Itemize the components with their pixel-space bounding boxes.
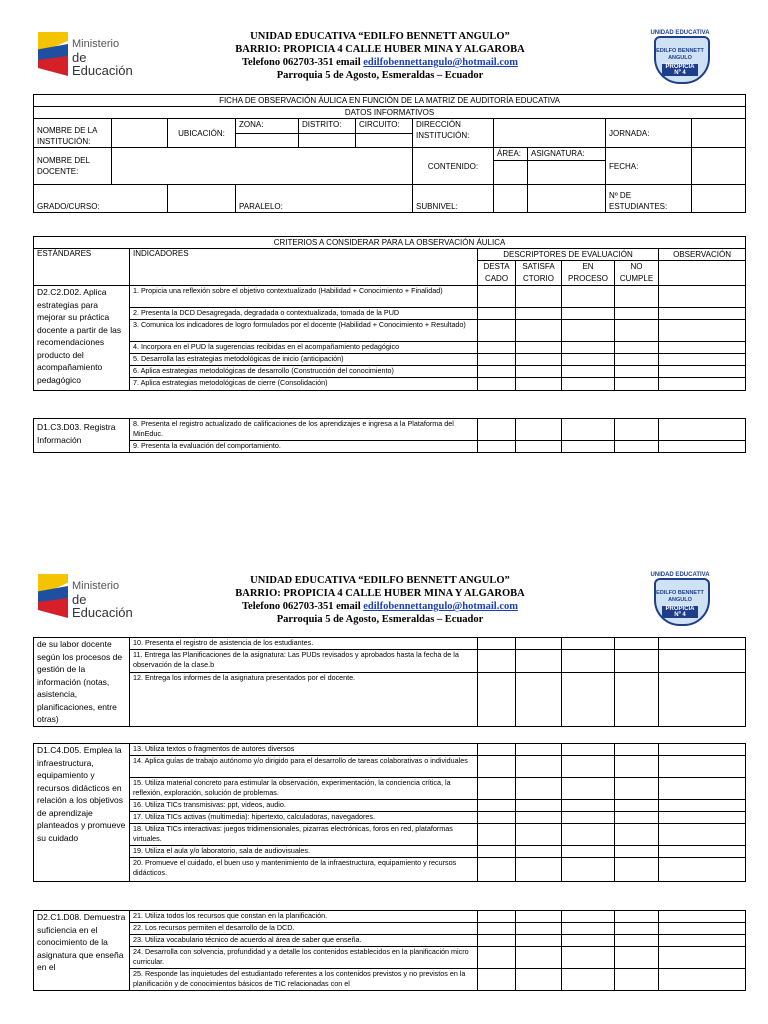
school-header [150, 574, 610, 626]
ministry-line1: Ministerio [72, 38, 120, 50]
table-row [34, 858, 746, 882]
zone-label: ZONA: [236, 119, 299, 134]
flag-icon [38, 574, 68, 618]
date-label: FECHA: [606, 148, 692, 185]
area-label: ÁREA: [494, 148, 528, 161]
subject-field[interactable] [528, 161, 606, 185]
descriptor-en-proceso-b: PROCESO [567, 274, 608, 283]
observation-header: OBSERVACIÓN [659, 249, 746, 261]
indicator-11: 11. Entrega las Planificaciones de la asignatura: Las PUDs revisados y aprobados hasta la fecha de la observación de la clase.b [130, 650, 478, 673]
indicator-25: 25. Responde las inquietudes del estudiantado referentes a los contenidos previstos y no previstos en la planificación y de conocimientos básicos de TIC relacionadas con el [130, 969, 478, 991]
schedule-field[interactable] [692, 119, 746, 148]
grade-field[interactable] [168, 185, 236, 213]
school-email-link[interactable]: edilfobennettangulo@hotmail.com [363, 601, 518, 612]
students-label: Nº DE ESTUDIANTES: [606, 185, 692, 213]
school-seal: UNIDAD EDUCATIVA EDILFO BENNETT ANGULO PROPICIA Nº 4 [646, 30, 714, 82]
descriptor-satisfactorio-a: SATISFA [522, 262, 555, 271]
direction-label: DIRECCIÓN INSTITUCIÓN: [413, 119, 494, 148]
school-address: BARRIO: PROPICIA 4 CALLE HUBER MINA Y ALGAROBA [235, 44, 525, 55]
standard-d1c4d05: D1.C4.D05. Emplea la infraestructura, equipamiento y recursos didácticos en relación a los objetivos de aprendizaje planteados y promueve su cuidado [34, 744, 130, 882]
standard-d1c3d03: D1.C3.D03. Registra Información [34, 419, 130, 453]
indicator-3: 3. Comunica los indicadores de logro formulados por el docente (Habilidad + Conocimiento + Resultado) [130, 320, 478, 342]
indicator-22: 22. Los recursos permiten el desarrollo de la DCD. [130, 923, 478, 935]
table-row [34, 672, 746, 726]
school-address: BARRIO: PROPICIA 4 CALLE HUBER MINA Y ALGAROBA [235, 588, 525, 599]
school-seal: UNIDAD EDUCATIVA EDILFO BENNETT ANGULO PROPICIA Nº 4 [646, 572, 714, 624]
indicator-7: 7. Aplica estrategias metodológicas de cierre (Consolidación) [130, 378, 478, 391]
criteria-table-block2 [33, 418, 746, 453]
criteria-title: CRITERIOS A CONSIDERAR PARA LA OBSERVACIÓN ÁULICA [34, 237, 746, 249]
indicator-9: 9. Presenta la evaluación del comportamiento. [130, 441, 478, 453]
content-label: CONTENIDO: [413, 148, 494, 185]
ministry-line2: de Educación [72, 592, 133, 620]
info-table [33, 94, 746, 213]
descriptor-no-cumple-b: CUMPLE [619, 274, 654, 283]
table-row [34, 366, 746, 378]
descriptor-destacado-a: DESTA [483, 262, 510, 271]
school-parish: Parroquia 5 de Agosto, Esmeraldas – Ecuador [276, 70, 484, 81]
indicator-16: 16. Utiliza TICs transmisivas: ppt, videos, audio. [130, 800, 478, 812]
table-row [34, 354, 746, 366]
indicator-24: 24. Desarrolla con solvencia, profundidad y a detalle los contenidos establecidos en la planificación micro curricular. [130, 947, 478, 969]
school-parish: Parroquia 5 de Agosto, Esmeraldas – Ecuador [276, 614, 484, 625]
descriptor-destacado-b: CADO [484, 274, 509, 283]
location-label: UBICACIÓN: [168, 119, 236, 148]
table-row [34, 846, 746, 858]
district-label: DISTRITO: [299, 119, 356, 134]
school-header [150, 30, 610, 82]
ministry-line2: de Educación [72, 50, 133, 78]
ministry-logo [38, 30, 133, 86]
circuit-label: CIRCUITO: [356, 119, 413, 134]
criteria-table [33, 236, 746, 391]
institution-label: NOMBRE DE LA INSTITUCIÓN: [34, 119, 112, 148]
date-field[interactable] [692, 148, 746, 185]
standard-continued: de su labor docente según los procesos de gestión de la información (notas, asistencia, planificaciones, entre otras) [34, 638, 130, 727]
schedule-label: JORNADA: [606, 119, 692, 148]
descriptor-en-proceso-a: EN [582, 262, 594, 271]
table-row [34, 744, 746, 756]
direction-field[interactable] [494, 119, 606, 148]
district-field[interactable] [299, 134, 356, 148]
school-email-link[interactable]: edilfobennettangulo@hotmail.com [363, 57, 518, 68]
table-row [34, 911, 746, 923]
school-phone: Telefono 062703-351 email [242, 601, 361, 612]
indicator-5: 5. Desarrolla las estrategias metodológicas de inicio (anticipación) [130, 354, 478, 366]
table-row [34, 342, 746, 354]
page-2 [0, 560, 768, 1024]
indicator-1: 1. Propicia una reflexión sobre el objetivo contextualizado (Habilidad + Conocimiento + Finalidad) [130, 286, 478, 308]
standard-d2c2d02: D2.C2.D02. Aplica estrategias para mejorar su práctica docente a partir de las recomendaciones producto del acompañamiento pedagógico [34, 286, 130, 391]
indicators-header: INDICADORES [130, 249, 478, 286]
standards-header: ESTÁNDARES [34, 249, 130, 286]
ministry-line1: Ministerio [72, 580, 120, 592]
sublevel-field[interactable] [494, 185, 528, 213]
criteria-table-block3 [33, 637, 746, 727]
indicator-15: 15. Utiliza material concreto para estimular la observación, experimentación, la conciencia crítica, la reflexión, exploración, solución de problemas. [130, 778, 478, 800]
teacher-field[interactable] [112, 148, 413, 185]
indicator-23: 23. Utiliza vocabulario técnico de acuerdo al área de saber que enseña. [130, 935, 478, 947]
descriptor-no-cumple-a: NO [630, 262, 643, 271]
indicator-19: 19. Utiliza el aula y/o laboratorio, sala de audiovisuales. [130, 846, 478, 858]
table-row [34, 812, 746, 824]
indicator-10: 10. Presenta el registro de asistencia de los estudiantes. [130, 638, 478, 650]
table-row [34, 947, 746, 969]
table-row [34, 286, 746, 308]
indicator-2: 2. Presenta la DCD Desagregada, degradada o contextualizada, tomada de la PUD [130, 308, 478, 320]
indicator-12: 12. Entrega los informes de la asignatura presentados por el docente. [130, 672, 478, 726]
flag-icon [38, 32, 68, 76]
school-name: UNIDAD EDUCATIVA “EDILFO BENNETT ANGULO” [250, 31, 510, 42]
indicator-14: 14. Aplica guías de trabajo autónomo y/o dirigido para el desarrollo de tareas colaborativas o individuales [130, 756, 478, 778]
parallel-label: PARALELO: [236, 185, 413, 213]
sublevel-extra-field[interactable] [528, 185, 606, 213]
observation-subheader [659, 261, 746, 286]
sublevel-label: SUBNIVEL: [413, 185, 494, 213]
form-section: DATOS INFORMATIVOS [34, 107, 746, 119]
descriptor-satisfactorio-b: CTORIO [523, 274, 554, 283]
school-name: UNIDAD EDUCATIVA “EDILFO BENNETT ANGULO” [250, 575, 510, 586]
circuit-field[interactable] [356, 134, 413, 148]
zone-field[interactable] [236, 134, 299, 148]
indicator-17: 17. Utiliza TICs activas (multimedia): hipertexto, calculadoras, navegadores. [130, 812, 478, 824]
table-row [34, 650, 746, 673]
indicator-6: 6. Aplica estrategias metodológicas de desarrollo (Construcción del conocimiento) [130, 366, 478, 378]
table-row [34, 935, 746, 947]
table-row [34, 824, 746, 846]
school-phone: Telefono 062703-351 email [242, 57, 361, 68]
form-title: FICHA DE OBSERVACIÓN ÁULICA EN FUNCIÓN DE LA MATRIZ DE AUDITORÍA EDUCATIVA [34, 95, 746, 107]
table-row [34, 778, 746, 800]
criteria-table-block5 [33, 910, 746, 991]
subject-label: ASIGNATURA: [528, 148, 606, 161]
table-row [34, 923, 746, 935]
ministry-logo [38, 572, 133, 628]
grade-label: GRADO/CURSO: [34, 185, 168, 213]
table-row [34, 800, 746, 812]
table-row [34, 419, 746, 441]
table-row [34, 638, 746, 650]
institution-field[interactable] [112, 119, 168, 148]
indicator-18: 18. Utiliza TICs interactivas: juegos tridimensionales, pizarras electrónicas, foros en red, plataformas virtuales. [130, 824, 478, 846]
indicator-21: 21. Utiliza todos los recursos que constan en la planificación. [130, 911, 478, 923]
students-field[interactable] [692, 185, 746, 213]
table-row [34, 320, 746, 342]
criteria-table-block4 [33, 743, 746, 882]
indicator-8: 8. Presenta el registro actualizado de calificaciones de los aprendizajes e ingresa a la Plataforma del MinEduc. [130, 419, 478, 441]
table-row [34, 441, 746, 453]
teacher-label: NOMBRE DEL DOCENTE: [34, 148, 112, 185]
table-row [34, 308, 746, 320]
indicator-13: 13. Utiliza textos o fragmentos de autores diversos [130, 744, 478, 756]
table-row [34, 969, 746, 991]
standard-d2c1d08: D2.C1.D08. Demuestra suficiencia en el conocimiento de la asignatura que enseña en el [34, 911, 130, 991]
table-row [34, 378, 746, 391]
indicator-4: 4. Incorpora en el PUD la sugerencias recibidas en el acompañamiento pedagógico [130, 342, 478, 354]
area-field[interactable] [494, 161, 528, 185]
page-gap [0, 520, 768, 560]
table-row [34, 756, 746, 778]
indicator-20: 20. Promueve el cuidado, el buen uso y mantenimiento de la infraestructura, equipamiento y recursos didácticos. [130, 858, 478, 882]
descriptors-header: DESCRIPTORES DE EVALUACIÓN [478, 249, 659, 261]
